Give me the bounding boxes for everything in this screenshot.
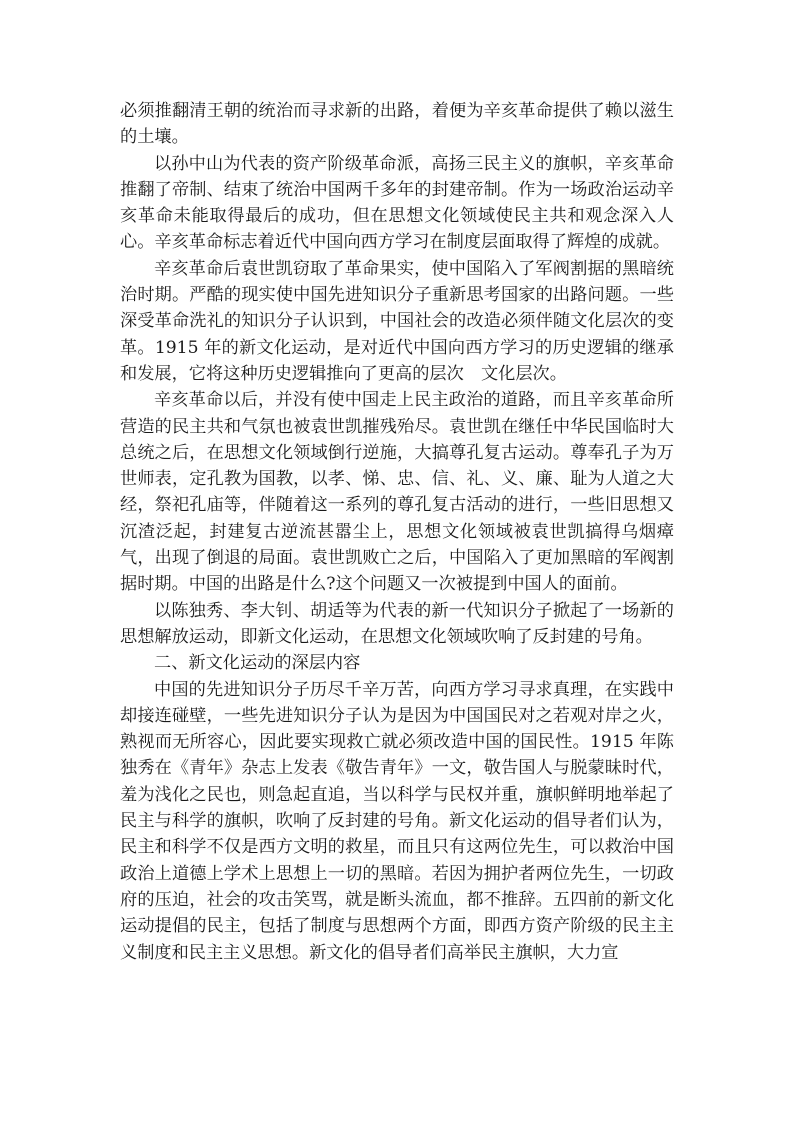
section-heading: 二、新文化运动的深层内容: [154, 653, 361, 674]
document-page: [120, 98, 674, 966]
paragraph-3: 辛亥革命后袁世凯窃取了革命果实，使中国陷入了军阀割据的黑暗统治时期。严酷的现实使中国先进知识分子重新思考国家的出路问题。一些深受革命洗礼的知识分子认识到，中国社会的改造必须伴随文化层次的变革。1915 年的新文化运动，是对近代中国向西方学习的历史逻辑的继承和发展，它将这种历史逻辑推向了更高的层次 文化层次。: [120, 258, 674, 384]
paragraph-1: 必须推翻清王朝的统治而寻求新的出路，着便为辛亥革命提供了赖以滋生的土壤。: [120, 101, 674, 148]
paragraph-6: 中国的先进知识分子历尽千辛万苦，向西方学习寻求真理，在实践中却接连碰壁，一些先进知识分子认为是因为中国国民对之若观对岸之火，熟视而无所容心，因此要实现救亡就必须改造中国的国民性。1915 年陈独秀在《青年》杂志上发表《敬告青年》一文，敬告国人与脱蒙昧时代，羞为浅化之民也，则急起直追，当以科学与民权并重，旗帜鲜明地举起了民主与科学的旗帜，吹响了反封建的号角。新文化运动的倡导者们认为，民主和科学不仅是西方文明的救星，而且只有这两位先生，可以救治中国政治上道德上学术上思想上一切的黑暗。若因为拥护者两位先生，一切政府的压迫，社会的攻击笑骂，就是断头流血，都不推辞。五四前的新文化运动提倡的民主，包括了制度与思想两个方面，即西方资产阶级的民主主义制度和民主主义思想。新文化的倡导者们高举民主旗帜，大力宣: [120, 679, 674, 963]
paragraph-4: 辛亥革命以后，并没有使中国走上民主政治的道路，而且辛亥革命所营造的民主共和气氛也被袁世凯摧残殆尽。袁世凯在继任中华民国临时大总统之后，在思想文化领域倒行逆施，大搞尊孔复古运动。尊奉孔子为万世师表，定孔教为国教，以孝、悌、忠、信、礼、义、廉、耻为人道之大经，祭祀孔庙等，伴随着这一系列的尊孔复古活动的进行，一些旧思想又沉渣泛起，封建复古逆流甚嚣尘上，思想文化领域被袁世凯搞得乌烟瘴气，出现了倒退的局面。袁世凯败亡之后，中国陷入了更加黑暗的军阀割据时期。中国的出路是什么?这个问题又一次被提到中国人的面前。: [120, 390, 674, 595]
paragraph-2: 以孙中山为代表的资产阶级革命派，高扬三民主义的旗帜，辛亥革命推翻了帝制、结束了统治中国两千多年的封建帝制。作为一场政治运动辛亥革命未能取得最后的成功，但在思想文化领域使民主共和观念深入人心。辛亥革命标志着近代中国向西方学习在制度层面取得了辉煌的成就。: [120, 153, 674, 253]
paragraph-5: 以陈独秀、李大钊、胡适等为代表的新一代知识分子掀起了一场新的思想解放运动，即新文化运动，在思想文化领域吹响了反封建的号角。: [120, 600, 674, 647]
